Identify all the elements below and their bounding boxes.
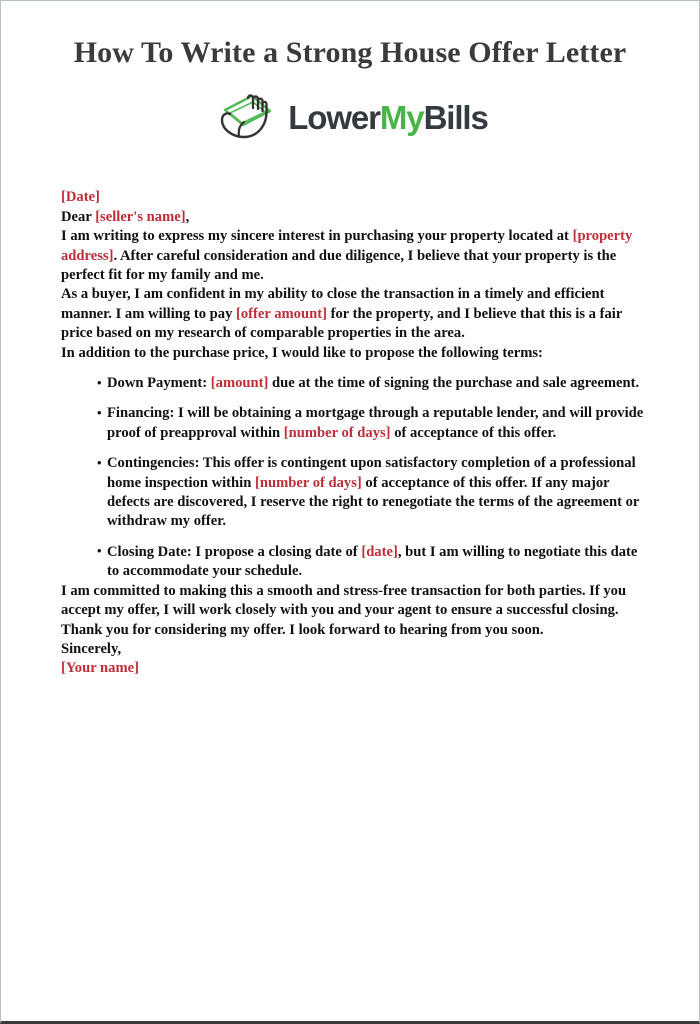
term-text: , but I am willing to negotiate this date to accommodate your schedule.	[107, 543, 638, 580]
term-label: Closing Date: I propose a closing date of	[107, 543, 362, 560]
term-label: Down Payment:	[107, 375, 211, 392]
list-item	[97, 454, 647, 532]
salutation-prefix: Dear	[61, 208, 96, 225]
date-line	[61, 188, 647, 207]
list-item	[97, 543, 647, 582]
hand-holding-money-icon	[212, 92, 278, 142]
closing-date-placeholder: [date]	[361, 543, 398, 560]
your-name-line	[61, 659, 647, 678]
term-text: of acceptance of this offer. If any major defects are discovered, I reserve the right to renegotiate the terms of the agreement or withdraw my offer.	[107, 474, 640, 530]
offer-amount-placeholder: [offer amount]	[236, 305, 327, 322]
term-text: of acceptance of this offer.	[390, 424, 557, 441]
page-title: How To Write a Strong House Offer Letter	[73, 36, 627, 69]
term-label: Financing: I will be obtaining a mortgage through a reputable lender, and will provide proof of preapproval within	[107, 405, 644, 441]
intro-text-a: I am writing to express my sincere interest in purchasing your property located at	[61, 228, 573, 245]
paragraph-commitment: I am committed to making this a smooth and stress-free transaction for both parties. If you accept my offer, I will work closely with you and your agent to ensure a successful closing.	[61, 582, 627, 619]
buyer-text-a: As a buyer, I am confident in my ability to close the transaction in a timely and efficient manner. I am willing to pay	[61, 286, 605, 322]
number-of-days-placeholder: [number of days]	[283, 424, 391, 441]
intro-text-b: . After careful consideration and due diligence, I believe that your property is the perfect fit for my family and me.	[61, 247, 617, 284]
seller-name-placeholder: [seller's name]	[95, 208, 186, 225]
term-label: Contingencies: This offer is contingent upon satisfactory completion of a professional home inspection within	[107, 455, 636, 491]
brand-logo	[1, 92, 699, 142]
list-item	[97, 404, 647, 443]
buyer-text-b: for the property, and I believe that this is a fair price based on my research of comparable properties in the area.	[61, 305, 623, 342]
letter-body	[1, 188, 699, 678]
paragraph-intro	[61, 227, 647, 285]
terms-lead-in: In addition to the purchase price, I would like to propose the following terms:	[61, 344, 543, 361]
brand-wordmark-my: My	[379, 98, 424, 136]
brand-wordmark	[288, 98, 488, 136]
brand-wordmark-lower: Lower	[288, 98, 380, 136]
your-name-placeholder: [Your name]	[61, 660, 139, 677]
paragraph-thanks: Thank you for considering my offer. I look forward to hearing from you soon.	[61, 621, 544, 638]
term-text: due at the time of signing the purchase and sale agreement.	[268, 375, 640, 392]
property-address-placeholder: [property address]	[61, 228, 633, 264]
paragraph-buyer	[61, 285, 647, 343]
proposed-terms-list	[61, 374, 647, 582]
brand-wordmark-bills: Bills	[423, 98, 488, 136]
list-item	[97, 374, 647, 393]
date-placeholder: [Date]	[61, 189, 100, 206]
salutation-line	[61, 208, 647, 227]
salutation-suffix: ,	[185, 208, 190, 225]
amount-placeholder: [amount]	[210, 375, 269, 392]
number-of-days-placeholder: [number of days]	[254, 474, 362, 491]
sign-off: Sincerely,	[61, 640, 122, 657]
